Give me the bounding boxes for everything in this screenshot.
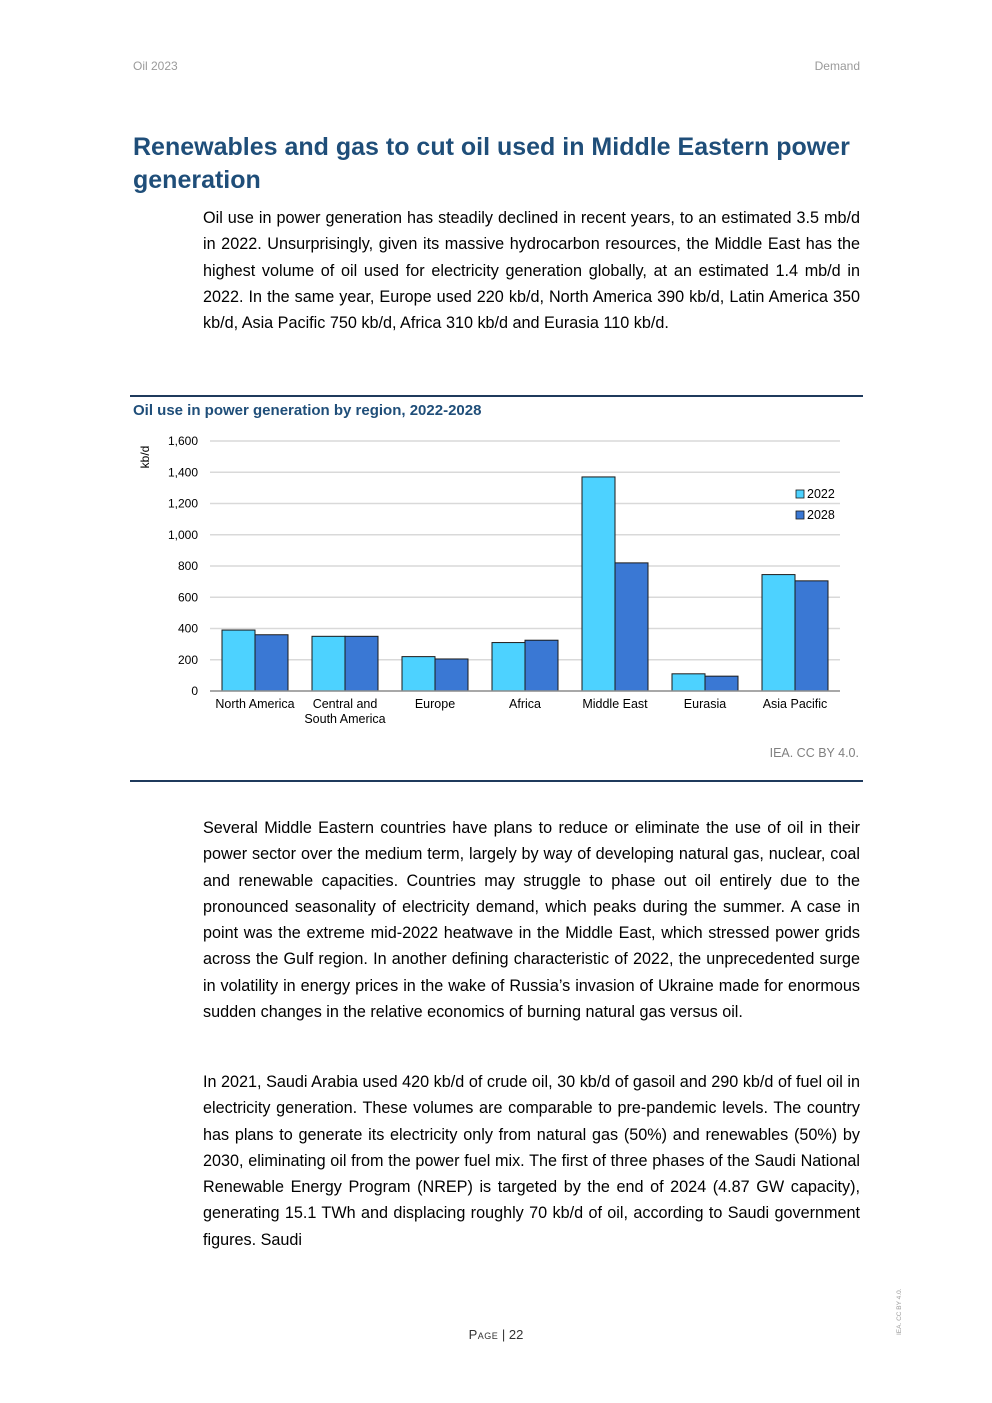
bar-2028 bbox=[255, 635, 288, 691]
paragraph-intro: Oil use in power generation has steadily declined in recent years, to an estimated 3.5 mb/d in 2022. Unsurprisingly, given its massive hydrocarbon resources, the Middle East has the highest volume of oil used for electricity generation globally, at an estimated 1.4 mb/d in 2022. In the same year, Europe used 220 kb/d, North America 390 kb/d, Latin America 350 kb/d, Asia Pacific 750 kb/d, Africa 310 kb/d and Eurasia 110 kb/d. bbox=[203, 209, 860, 333]
y-tick-label: 1,000 bbox=[167, 527, 198, 542]
bar-2022 bbox=[222, 630, 255, 691]
bar-2028 bbox=[435, 659, 468, 691]
bar-2028 bbox=[705, 676, 738, 691]
y-tick-label: 1,200 bbox=[167, 496, 198, 511]
y-tick-label: 200 bbox=[177, 652, 198, 667]
y-tick-label: 600 bbox=[177, 590, 198, 605]
page-word: Page bbox=[468, 1327, 499, 1342]
chart-source: IEA. CC BY 4.0. bbox=[769, 746, 859, 760]
x-tick-label: South America bbox=[304, 712, 386, 726]
license-note: IEA. CC BY 4.0. bbox=[896, 1288, 903, 1335]
x-tick-label: Asia Pacific bbox=[762, 697, 828, 711]
bar-2022 bbox=[672, 674, 705, 691]
y-axis-label: kb/d bbox=[138, 445, 152, 469]
y-tick-label: 800 bbox=[177, 559, 198, 573]
chart-top-rule bbox=[130, 395, 863, 397]
bar-2022 bbox=[762, 575, 795, 691]
legend-label-2022: 2022 bbox=[807, 487, 835, 501]
bar-2028 bbox=[615, 563, 648, 691]
y-tick-label: 1,600 bbox=[167, 434, 198, 448]
x-tick-label: Europe bbox=[414, 697, 456, 711]
y-tick-label: 0 bbox=[191, 684, 198, 698]
header-section: Demand bbox=[814, 59, 860, 73]
x-tick-label: Eurasia bbox=[683, 697, 727, 711]
page-title: Renewables and gas to cut oil used in Middle Eastern power generation bbox=[133, 133, 850, 194]
page-number-value: 22 bbox=[508, 1327, 524, 1342]
legend-label-2028: 2028 bbox=[807, 508, 835, 522]
page-separator: | bbox=[498, 1327, 509, 1342]
bar-2028 bbox=[345, 636, 378, 691]
bar-chart bbox=[130, 425, 863, 743]
bar-2028 bbox=[795, 581, 828, 691]
x-tick-label: Africa bbox=[509, 697, 541, 711]
header-report-title: Oil 2023 bbox=[133, 59, 178, 73]
legend-swatch-2028 bbox=[796, 511, 804, 519]
paragraph-middle-east-plans: Several Middle Eastern countries have plans to reduce or eliminate the use of oil in their power sector over the medium term, largely by way of developing natural gas, nuclear, coal and renewable capacities. Countries may struggle to phase out oil entirely due to the pronounced seasonality of electricity demand, which peaks during the summer. A case in point was the extreme mid-2022 heatwave in the Middle East, which stressed power grids across the Gulf region. In another defining characteristic of 2022, the unprecedented surge in volatility in energy prices in the wake of Russia’s invasion of Ukraine made for enormous sudden changes in the relative economics of burning natural gas versus oil. bbox=[203, 819, 860, 1022]
paragraph-saudi-arabia: In 2021, Saudi Arabia used 420 kb/d of crude oil, 30 kb/d of gasoil and 290 kb/d of fuel oil in electricity generation. These volumes are comparable to pre-pandemic levels. The country has plans to generate its electricity only from natural gas (50%) and renewables (50%) by 2030, eliminating oil from the power fuel mix. The first of three phases of the Saudi National Renewable Energy Program (NREP) is targeted by the end of 2024 (4.87 GW capacity), generating 15.1 TWh and displacing roughly 70 kb/d of oil, according to Saudi government figures. Saudi bbox=[203, 1073, 860, 1249]
bar-2022 bbox=[582, 477, 615, 691]
chart-title: Oil use in power generation by region, 2022-2028 bbox=[133, 402, 482, 419]
x-tick-label: Middle East bbox=[582, 697, 648, 711]
y-tick-label: 400 bbox=[177, 621, 198, 636]
bar-2022 bbox=[492, 643, 525, 691]
x-tick-label: North America bbox=[215, 697, 295, 711]
page-number bbox=[0, 1327, 992, 1342]
bar-2022 bbox=[402, 657, 435, 691]
bar-2028 bbox=[525, 640, 558, 691]
x-tick-label: Central and bbox=[312, 697, 378, 711]
legend-swatch-2022 bbox=[796, 490, 804, 498]
bar-2022 bbox=[312, 636, 345, 691]
y-tick-label: 1,400 bbox=[167, 465, 198, 480]
chart-bottom-rule bbox=[130, 780, 863, 782]
